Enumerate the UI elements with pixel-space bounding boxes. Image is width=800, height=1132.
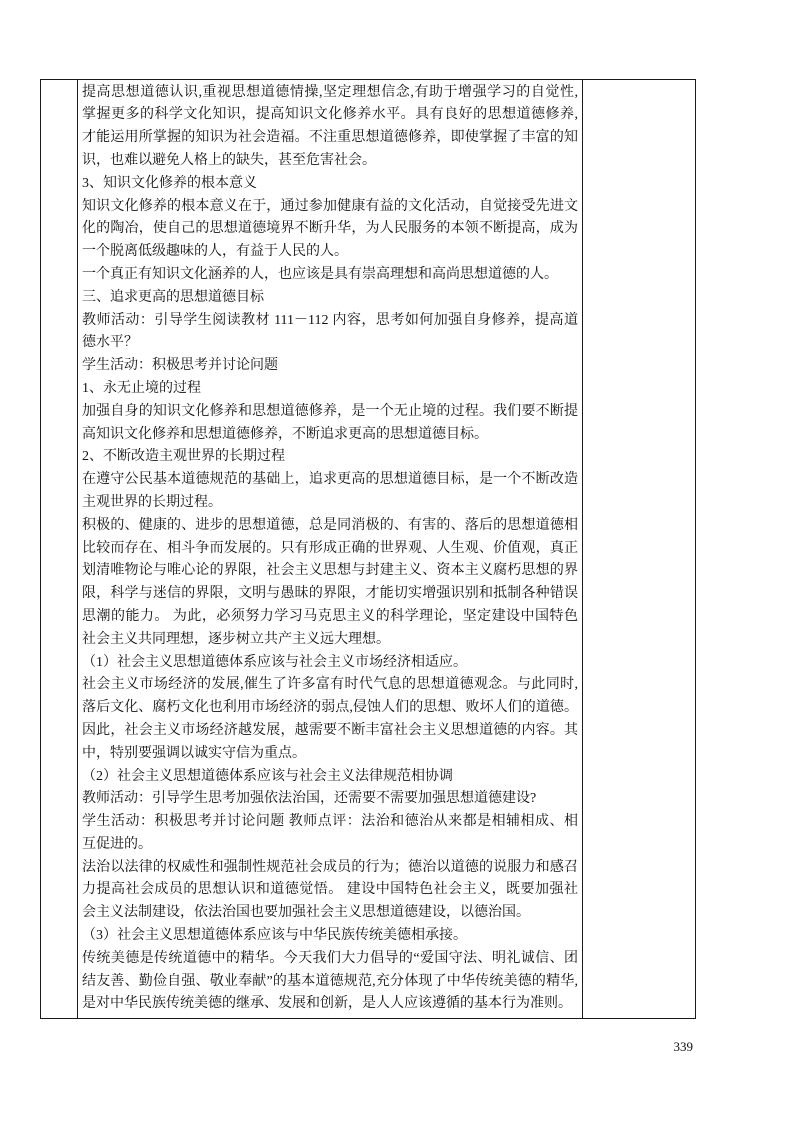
text-line: 会主义法制建设，依法治国也要加强社会主义思想道德建设，以德治国。 [82,905,530,921]
lesson-plan-table [40,79,696,1019]
section-heading: 2、不断改造主观世界的长期过程 [82,449,285,465]
page-number: 339 [673,1039,693,1054]
text-line: 一个脱离低级趣味的人，有益于人民的人。 [82,244,348,260]
text-line: 积极的、健康的、进步的思想道德，总是同消极的、有害的、落后的思想道德相 [82,517,578,533]
text-line: 比较而存在、相斗争而发展的。只有形成正确的世界观、人生观、价值观，真正 [82,540,578,556]
text-line: 限，科学与迷信的界限，文明与愚昧的界限，才能切实增强识别和抵制各种错误 [82,586,578,602]
table-cell-left [41,80,77,1018]
table-cell-right [583,80,695,1018]
text-line: 一个真正有知识文化涵养的人，也应该是具有崇高理想和高尚思想道德的人。 [82,266,558,282]
text-line: 结友善、勤俭自强、敬业奉献”的基本道德规范,充分体现了中华传统美德的精华, [82,973,578,989]
section-heading: （3）社会主义思想道德体系应该与中华民族传统美德相承接。 [82,928,467,944]
section-heading: 1、永无止境的过程 [82,380,201,396]
teacher-activity-line: 教师活动：引导学生阅读教材 111－112 内容，思考如何加强自身修养，提高道 [82,312,578,328]
text-line: 知识文化修养的根本意义在于，通过参加健康有益的文化活动，自觉接受先进文 [82,198,578,214]
text-line: 因此，社会主义市场经济越发展，越需要不断丰富社会主义思想道德的内容。其 [82,722,578,738]
text-line: 加强自身的知识文化修养和思想道德修养，是一个无止境的过程。我们要不断提 [82,403,578,419]
text-line: 在遵守公民基本道德规范的基础上，追求更高的思想道德目标，是一个不断改造 [82,472,578,488]
text-line: 提高思想道德认识,重视思想道德情操,坚定理想信念,有助于增强学习的自觉性, [82,84,578,100]
section-heading: 三、追求更高的思想道德目标 [82,289,264,305]
section-heading: （1）社会主义思想道德体系应该与社会主义市场经济相适应。 [82,654,467,670]
text-line: 力提高社会成员的思想认识和道德觉悟。 建设中国特色社会主义，既要加强社 [82,882,578,898]
text-line: 是对中华民族传统美德的继承、发展和创新，是人人应该遵循的基本行为准则。 [82,996,572,1012]
student-activity-line: 学生活动：积极思考并讨论问题 [82,358,278,374]
text-line: 传统美德是传统道德中的精华。今天我们大力倡导的“爱国守法、明礼诚信、团 [82,950,578,966]
text-line: 落后文化、腐朽文化也利用市场经济的弱点,侵蚀人们的思想、败坏人们的道德。 [82,700,578,716]
text-line: 社会主义共同理想，逐步树立共产主义远大理想。 [82,631,390,647]
text-line: 主观世界的长期过程。 [82,494,222,510]
section-heading: 3、知识文化修养的根本意义 [82,175,257,191]
text-line: 法治以法律的权威性和强制性规范社会成员的行为；德治以道德的说服力和感召 [82,859,578,875]
text-line: 高知识文化修养和思想道德修养，不断追求更高的思想道德目标。 [82,426,488,442]
section-heading: （2）社会主义思想道德体系应该与社会主义法律规范相协调 [82,768,453,784]
text-line: 思潮的能力。 为此，必须努力学习马克思主义的科学理论，坚定建设中国特色 [82,608,578,624]
text-line: 识，也难以避免人格上的缺失，甚至危害社会。 [82,152,376,168]
teacher-activity-line: 教师活动：引导学生思考加强依法治国，还需要不需要加强思想道德建设? [82,791,537,807]
table-cell-content [77,80,583,1018]
text-line: 才能运用所掌握的知识为社会造福。不注重思想道德修养，即使掌握了丰富的知 [82,130,578,146]
text-line: 化的陶冶，使自己的思想道德境界不断升华，为人民服务的本领不断提高，成为 [82,221,578,237]
text-line: 互促进的。 [82,836,152,852]
text-line: 划清唯物论与唯心论的界限，社会主义思想与封建主义、资本主义腐朽思想的界 [82,563,578,579]
text-line: 中，特别要强调以诚实守信为重点。 [82,745,306,761]
text-line: 社会主义市场经济的发展,催生了许多富有时代气息的思想道德观念。与此同时, [82,677,578,693]
content-text [82,82,578,1017]
text-line: 德水平？ [82,335,138,351]
student-activity-line: 学生活动：积极思考并讨论问题 教师点评：法治和德治从来都是相辅相成、相 [82,814,578,830]
text-line: 掌握更多的科学文化知识，提高知识文化修养水平。具有良好的思想道德修养, [82,107,578,123]
